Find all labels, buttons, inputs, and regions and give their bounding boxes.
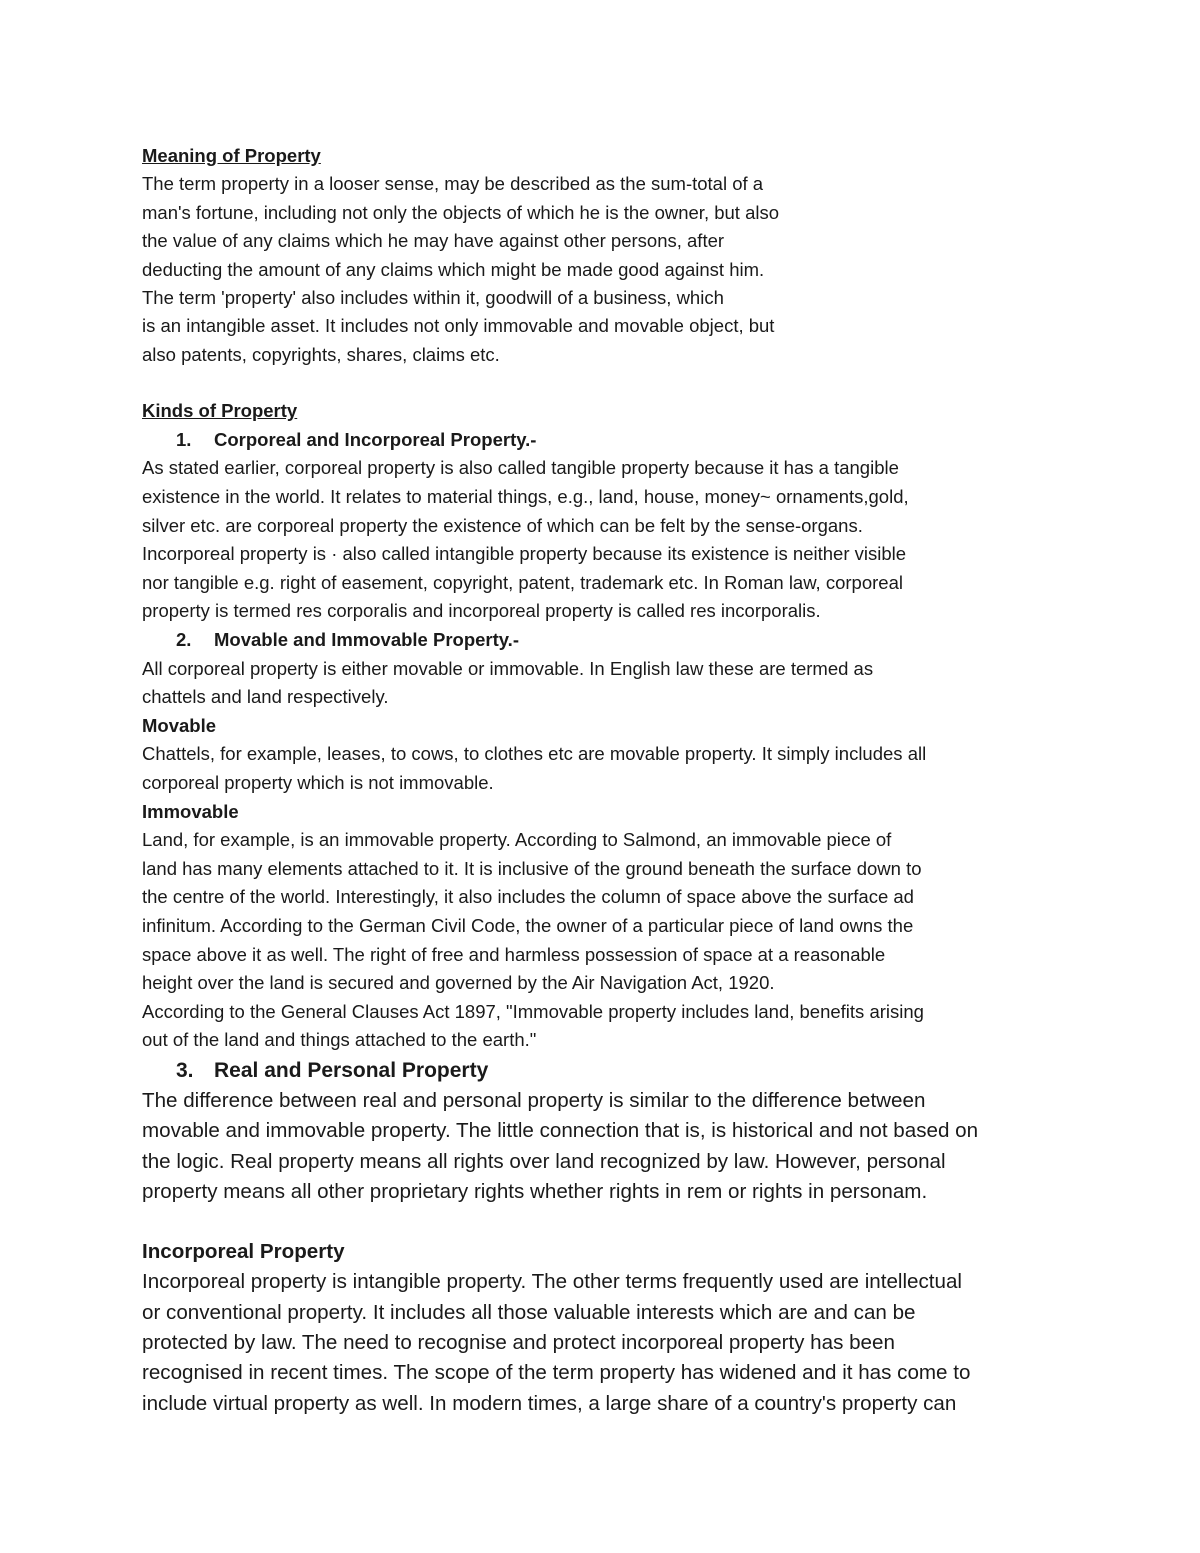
meaning-line: deducting the amount of any claims which might be made good against him. xyxy=(142,258,765,280)
item1-line: existence in the world. It relates to material things, e.g., land, house, money~ ornaments,gold, xyxy=(142,486,909,508)
kinds-section xyxy=(142,397,1072,1055)
immovable-line: According to the General Clauses Act 1897, "Immovable property includes land, benefits arising xyxy=(142,1000,924,1022)
incorporeal-section xyxy=(142,1237,1072,1419)
item1-line: silver etc. are corporeal property the existence of which can be felt by the sense-organs. xyxy=(142,514,863,536)
meaning-line: also patents, copyrights, shares, claims etc. xyxy=(142,343,500,365)
item1-line: Incorporeal property is · also called intangible property because its existence is neither visible xyxy=(142,543,907,565)
spacer xyxy=(142,369,1072,397)
spacer xyxy=(142,1207,1072,1237)
item1-line: nor tangible e.g. right of easement, copyright, patent, trademark etc. In Roman law, corporeal xyxy=(142,571,903,593)
item3-line: the logic. Real property means all rights over land recognized by law. However, personal xyxy=(142,1149,946,1173)
item1-line: As stated earlier, corporeal property is also called tangible property because it has a tangible xyxy=(142,457,899,479)
meaning-line: The term 'property' also includes within it, goodwill of a business, which xyxy=(142,287,724,309)
movable-line: Chattels, for example, leases, to cows, to clothes etc are movable property. It simply includes all xyxy=(142,743,927,765)
immovable-line: height over the land is secured and governed by the Air Navigation Act, 1920. xyxy=(142,972,775,994)
document-page xyxy=(142,142,1072,1419)
movable-line: corporeal property which is not immovable. xyxy=(142,771,494,793)
incorporeal-heading: Incorporeal Property xyxy=(142,1240,345,1264)
immovable-line: out of the land and things attached to the earth." xyxy=(142,1029,537,1051)
real-personal-section xyxy=(142,1055,1072,1207)
incorporeal-line: or conventional property. It includes all those valuable interests which are and can be xyxy=(142,1300,916,1324)
kinds-heading: Kinds of Property xyxy=(142,400,298,422)
incorporeal-line: include virtual property as well. In modern times, a large share of a country's property can xyxy=(142,1391,957,1415)
item3-line: property means all other proprietary rights whether rights in rem or rights in personam. xyxy=(142,1179,928,1203)
incorporeal-line: Incorporeal property is intangible property. The other terms frequently used are intellectual xyxy=(142,1270,962,1294)
meaning-line: the value of any claims which he may have against other persons, after xyxy=(142,230,725,252)
item3-line: The difference between real and personal property is similar to the difference between xyxy=(142,1088,926,1112)
meaning-line: man's fortune, including not only the objects of which he is the owner, but also xyxy=(142,201,780,223)
item1-heading xyxy=(142,426,1072,455)
incorporeal-line: recognised in recent times. The scope of the term property has widened and it has come to xyxy=(142,1361,971,1385)
item3-title: Real and Personal Property xyxy=(214,1058,489,1082)
item1-number: 1. xyxy=(176,428,192,450)
immovable-line: Land, for example, is an immovable property. According to Salmond, an immovable piece of xyxy=(142,829,892,851)
item2-title: Movable and Immovable Property.- xyxy=(214,629,519,650)
meaning-line: is an intangible asset. It includes not only immovable and movable object, but xyxy=(142,315,775,337)
immovable-line: space above it as well. The right of free and harmless possession of space at a reasonable xyxy=(142,943,886,965)
item2-number: 2. xyxy=(176,629,192,650)
meaning-section xyxy=(142,142,1072,369)
item1-title: Corporeal and Incorporeal Property.- xyxy=(214,428,537,450)
meaning-heading: Meaning of Property xyxy=(142,145,321,166)
item2-line: All corporeal property is either movable or immovable. In English law these are termed as xyxy=(142,657,874,679)
item2-line: chattels and land respectively. xyxy=(142,686,389,708)
item1-line: property is termed res corporalis and incorporeal property is called res incorporalis. xyxy=(142,600,821,622)
item3-number: 3. xyxy=(176,1058,194,1082)
immovable-heading: Immovable xyxy=(142,800,239,822)
immovable-line: land has many elements attached to it. It is inclusive of the ground beneath the surface down to xyxy=(142,857,922,879)
immovable-line: infinitum. According to the German Civil Code, the owner of a particular piece of land owns the xyxy=(142,914,914,936)
movable-heading: Movable xyxy=(142,714,217,736)
item2-heading xyxy=(142,626,1072,655)
meaning-line: The term property in a looser sense, may be described as the sum-total of a xyxy=(142,173,764,195)
item3-line: movable and immovable property. The little connection that is, is historical and not based on xyxy=(142,1119,979,1143)
item3-heading xyxy=(142,1055,1072,1086)
immovable-line: the centre of the world. Interestingly, it also includes the column of space above the surface ad xyxy=(142,886,914,908)
incorporeal-line: protected by law. The need to recognise and protect incorporeal property has been xyxy=(142,1330,895,1354)
